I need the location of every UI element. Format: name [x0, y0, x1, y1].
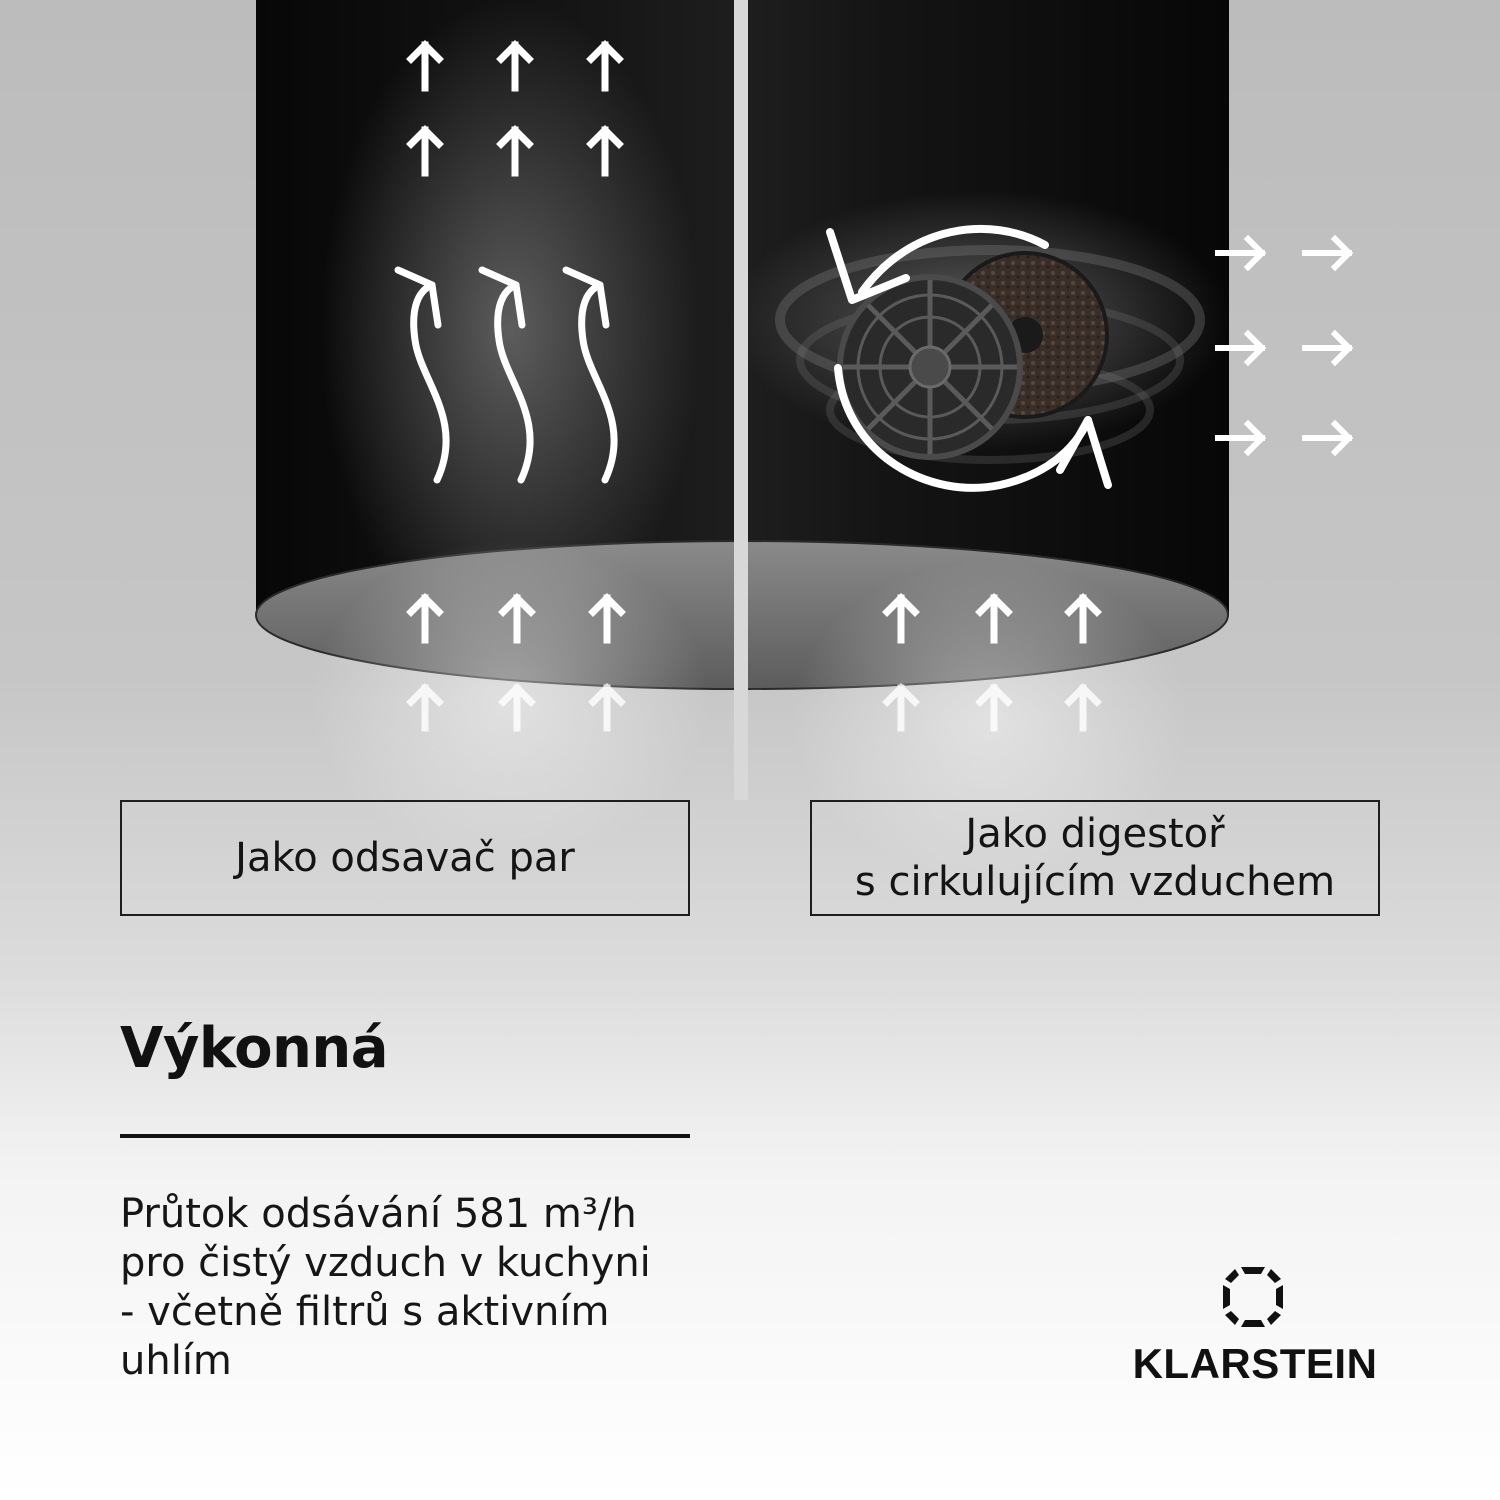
mode-label-recirculation-line1: Jako digestoř	[965, 811, 1225, 857]
mode-label-recirculation-line2: s cirkulujícím vzduchem	[854, 859, 1336, 905]
feature-heading: Výkonná	[120, 1016, 389, 1081]
mode-label-exhaust-text: Jako odsavač par	[235, 835, 575, 881]
klarstein-logo-icon	[1221, 1265, 1285, 1329]
feature-description-line: - včetně filtrů s aktivním	[120, 1289, 610, 1335]
panel-divider	[734, 0, 748, 800]
feature-description-line: uhlím	[120, 1338, 232, 1384]
brand-logo	[1120, 1262, 1390, 1392]
outflow-right-arrows	[1218, 239, 1349, 452]
brand-name: KLARSTEIN	[1132, 1340, 1378, 1387]
mode-label-exhaust	[120, 800, 690, 916]
feature-description-line: Průtok odsávání 581 m³/h	[120, 1191, 637, 1237]
mode-label-recirculation	[810, 800, 1380, 916]
intake-up-arrows-lower	[411, 688, 1097, 728]
feature-description	[120, 1190, 720, 1386]
feature-description-line: pro čistý vzduch v kuchyni	[120, 1240, 651, 1286]
heading-divider	[120, 1134, 690, 1138]
